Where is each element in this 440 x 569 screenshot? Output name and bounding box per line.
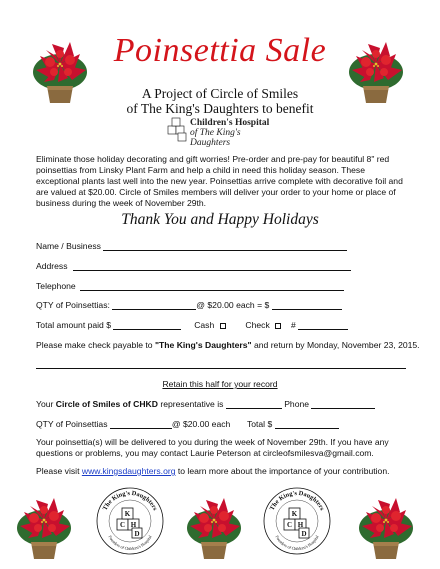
receipt-total-label: Total $ bbox=[246, 419, 273, 429]
payable-text: Please make check payable to bbox=[36, 340, 155, 350]
intro-paragraph: Eliminate those holiday decorating and gift worries! Pre-order and pre-pay for beautiful 8" red poinsettias from Linsky Plant Farm and help a child in need this holiday season. These exceptional plants last well into the new year. Poinsettias arrive complete with decorative foil and are valued at $20.00. Circle of Smiles members will deliver your order to your home or place of business during the week of November 29th. bbox=[36, 154, 403, 208]
payable-name: "The King's Daughters" bbox=[154, 340, 252, 350]
rep-org: Circle of Smiles of CHKD bbox=[55, 399, 158, 409]
name-field[interactable] bbox=[103, 241, 347, 251]
delivery-paragraph: Your poinsettia(s) will be delivered to you during the week of November 29th. If you have any questions or problems, you may contact Laurie Peterson at circleofsmilesva@gmail.com. bbox=[36, 437, 389, 458]
name-row bbox=[36, 241, 347, 251]
qty-price: @ $20.00 each = $ bbox=[196, 300, 270, 310]
total-field[interactable] bbox=[113, 320, 181, 330]
telephone-row bbox=[36, 281, 344, 291]
phone-label: Phone bbox=[284, 399, 310, 409]
subtitle-line-1: A Project of Circle of Smiles bbox=[141, 86, 299, 101]
total-label: Total amount paid $ bbox=[36, 320, 112, 330]
check-number-field[interactable] bbox=[298, 320, 348, 330]
seal-top-text: The King's Daughters bbox=[101, 489, 159, 512]
seal-top-text: The King's Daughters bbox=[268, 489, 326, 512]
rep-text: Your bbox=[36, 399, 56, 409]
receipt-total-field[interactable] bbox=[275, 419, 339, 429]
chkd-logo-icon bbox=[166, 116, 188, 142]
check-checkbox[interactable] bbox=[275, 323, 281, 329]
logo-line-1: Children's Hospital bbox=[190, 118, 270, 128]
kingsdaughters-link[interactable]: www.kingsdaughters.org bbox=[81, 466, 176, 476]
receipt-qty-price: @ $20.00 each bbox=[171, 419, 231, 429]
retain-text: Retain this half for your record bbox=[162, 379, 278, 389]
phone-field[interactable] bbox=[311, 399, 375, 409]
check-label: Check bbox=[245, 320, 270, 330]
address-label: Address bbox=[36, 261, 68, 271]
qty-field[interactable] bbox=[112, 300, 196, 310]
seal-bottom-text: Founders of Children's Hospital bbox=[107, 534, 153, 552]
poinsettia-icon bbox=[184, 490, 244, 560]
payable-deadline: and return by Monday, November 23, 2015. bbox=[251, 340, 420, 350]
representative-row bbox=[36, 399, 375, 409]
visit-line bbox=[36, 466, 390, 476]
kings-daughters-seal-icon bbox=[95, 486, 165, 556]
poinsettia-icon bbox=[14, 490, 74, 560]
telephone-label: Telephone bbox=[36, 281, 76, 291]
qty-label: QTY of Poinsettias: bbox=[36, 300, 110, 310]
name-label: Name / Business bbox=[36, 241, 101, 251]
address-row bbox=[36, 261, 351, 271]
cash-checkbox[interactable] bbox=[220, 323, 226, 329]
payment-row bbox=[36, 320, 348, 330]
visit-text: Please visit bbox=[36, 466, 82, 476]
poinsettia-icon bbox=[356, 490, 416, 560]
visit-text-end: to learn more about the importance of your contribution. bbox=[175, 466, 390, 476]
retain-label bbox=[0, 379, 440, 389]
cash-label: Cash bbox=[194, 320, 215, 330]
payable-line bbox=[36, 340, 420, 350]
logo-line-2: of The King's Daughters bbox=[190, 128, 241, 148]
thanks-line: Thank You and Happy Holidays bbox=[121, 211, 319, 228]
check-number-label: # bbox=[290, 320, 296, 330]
kings-daughters-seal-icon bbox=[262, 486, 332, 556]
seal-bottom-text: Founders of Children's Hospital bbox=[274, 534, 320, 552]
cut-line bbox=[36, 368, 406, 369]
quantity-row bbox=[36, 300, 342, 310]
page-title: Poinsettia Sale bbox=[113, 32, 327, 69]
receipt-qty-row bbox=[36, 419, 339, 429]
telephone-field[interactable] bbox=[80, 281, 344, 291]
chkd-logo bbox=[166, 116, 278, 152]
qty-amount-field[interactable] bbox=[272, 300, 342, 310]
subtitle-line-2: of The King's Daughters to benefit bbox=[126, 101, 314, 116]
address-field[interactable] bbox=[73, 261, 351, 271]
receipt-qty-field[interactable] bbox=[110, 419, 172, 429]
receipt-qty-label: QTY of Poinsettias bbox=[36, 419, 108, 429]
representative-field[interactable] bbox=[226, 399, 282, 409]
rep-text-end: representative is bbox=[157, 399, 224, 409]
